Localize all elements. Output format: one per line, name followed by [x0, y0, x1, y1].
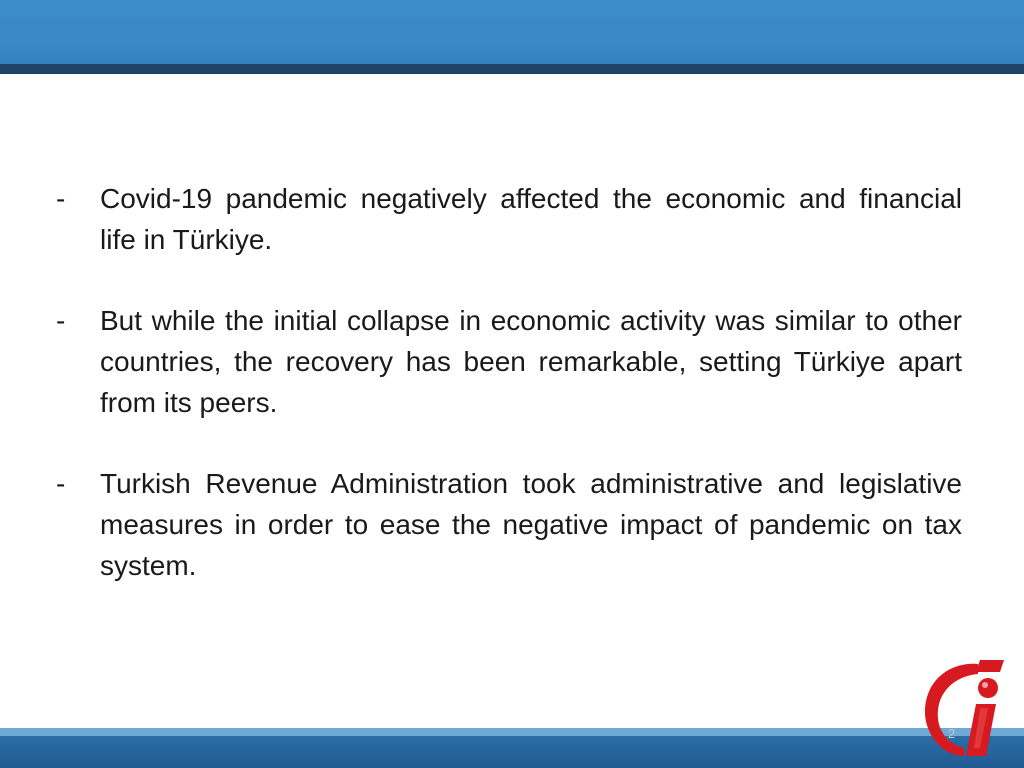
bullet-item — [56, 178, 962, 260]
gib-logo-icon — [918, 656, 1008, 762]
bullet-item — [56, 300, 962, 423]
bullet-marker: - — [56, 183, 66, 214]
footer-band — [0, 736, 1024, 768]
bullet-marker: - — [56, 468, 66, 499]
page-number: 2 — [948, 726, 956, 741]
footer-accent — [0, 728, 1024, 736]
slide-content — [56, 178, 962, 626]
header-divider — [0, 64, 1024, 74]
bullet-text: But while the initial collapse in economic activity was similar to other countries, the recovery has been remarkable, setting Türkiye apart from its peers. — [100, 305, 962, 418]
bullet-text: Covid-19 pandemic negatively affected the economic and financial life in Türkiye. — [100, 183, 962, 255]
bullet-marker: - — [56, 305, 66, 336]
bullet-item — [56, 463, 962, 586]
bullet-text: Turkish Revenue Administration took administrative and legislative measures in order to ease the negative impact of pandemic on tax system. — [100, 468, 962, 581]
header-band — [0, 0, 1024, 64]
